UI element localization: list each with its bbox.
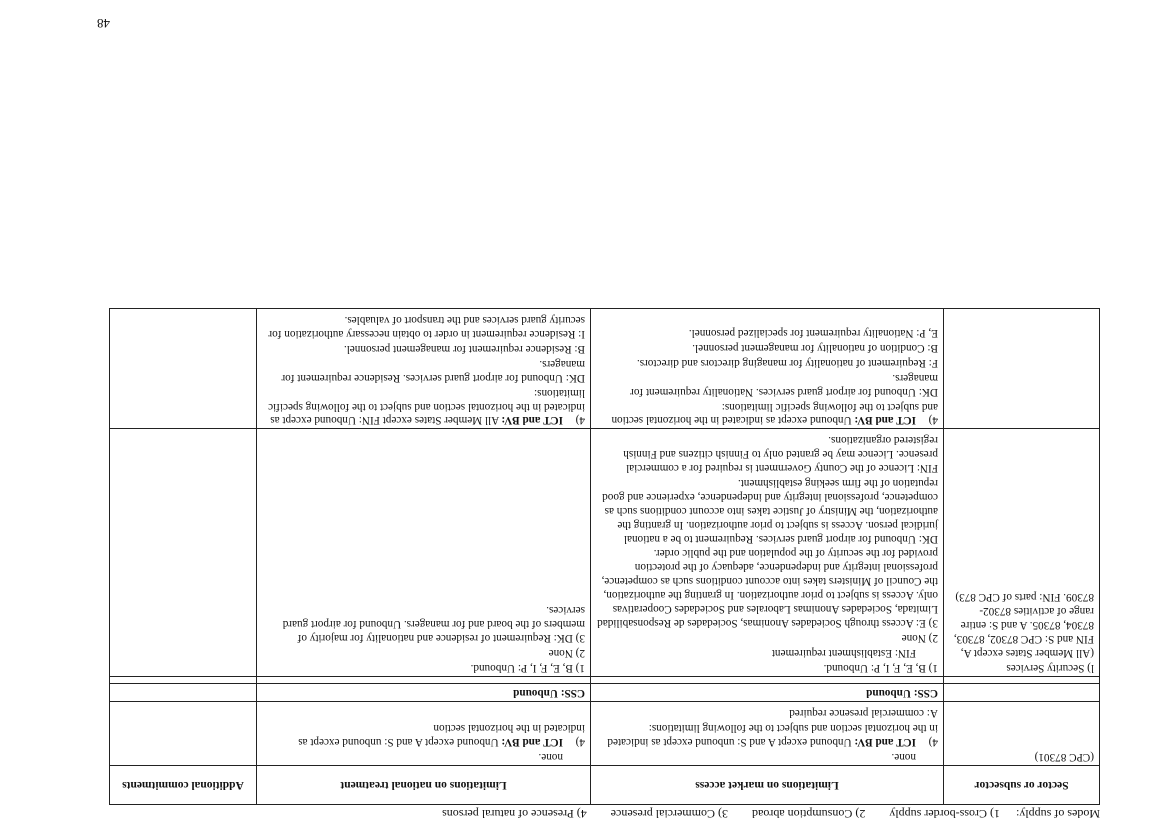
- nt-mode2: 2) None: [548, 646, 585, 659]
- spacer-cell: [257, 676, 591, 683]
- ma-mode3-fin: FIN: Licence of the County Government is required for a commercial presence. Licence may be granted only to Finnish citizens and Finnish registered organizations.: [623, 434, 938, 475]
- mode-1: 1) Cross-border supply: [889, 807, 1000, 821]
- additional-cell: [110, 683, 257, 702]
- ma-none: none.: [891, 751, 916, 763]
- table-row: [110, 702, 1100, 766]
- table-row: [110, 429, 1100, 676]
- market-access-cell: [591, 683, 944, 702]
- spacer-cell: [110, 676, 257, 683]
- sector-cell: [944, 309, 1100, 429]
- ict-bv-label: ICT and BV:: [854, 414, 916, 427]
- ma-mode1-fin: FIN: Establishment requirement: [771, 646, 916, 659]
- mode-4: 4) Presence of natural persons: [442, 807, 587, 821]
- mode-2: 2) Consumption abroad: [752, 807, 866, 821]
- ma-mode1: 1) B, E, F, I, P: Unbound.: [823, 661, 938, 674]
- ma-mode4-ep: E, P: Nationality requirement for specialized personnel.: [688, 327, 938, 340]
- spacer-cell: [944, 676, 1100, 683]
- css-national-treatment: CSS: Unbound: [513, 687, 585, 700]
- header-market-access: Limitations on market access: [591, 766, 944, 805]
- css-market-access: CSS: Unbound: [866, 687, 938, 700]
- header-row: [110, 766, 1100, 805]
- market-access-cell: [591, 309, 944, 429]
- ma-mode3: 3) E: Access through Sociedades Anonimas, Sociedades de Responsabilidad Limitada, Sociedades Anonimas Laborales and Sociedades Cooperativas only. Access is subject to prior authorization. In granting the authorization, the Council of Ministers takes into account conditions such as competence, professional integrity and independence, adequacy of the protection provided for the security of the population and the public order.: [597, 547, 938, 629]
- ma-mode4-b: B: Condition of nationality for management personnel.: [692, 341, 938, 354]
- nt-mode4-b: B: Residence requirement for management personnel.: [343, 342, 585, 355]
- nt-mode4: [262, 720, 585, 748]
- ma-mode4-text: Unbound except as indicated in the horizontal section and subject to the following specific limitations:: [611, 400, 938, 427]
- ict-bv-label: ICT and BV:: [501, 414, 563, 427]
- national-treatment-cell: [257, 683, 591, 702]
- nt-mode4-i: I: Residence requirement in order to obtain necessary authorization for security guard services and the transport of valuables.: [268, 314, 585, 341]
- market-access-cell: [591, 702, 944, 766]
- spacer-cell: [591, 676, 944, 683]
- header-sector: Sector or subsector: [944, 766, 1100, 805]
- spacer-row: [110, 676, 1100, 683]
- ma-mode4-f: F: Requirement of nationality for managing directors and directors.: [636, 356, 938, 369]
- nt-mode4: [262, 385, 585, 427]
- nt-none: none.: [538, 751, 563, 763]
- modes-of-supply: [60, 806, 1100, 821]
- additional-cell: [110, 309, 257, 429]
- ict-bv-label: ICT and BV:: [854, 736, 916, 749]
- page-number: 48: [97, 16, 110, 31]
- mode-3: 3) Commercial presence: [610, 807, 729, 821]
- nt-mode4-dk: DK: Unbound for airport guard services. Residence requirement for managers.: [281, 357, 585, 384]
- sector-cell: [944, 429, 1100, 676]
- additional-cell: [110, 702, 257, 766]
- nt-mode4-text: Unbound except A and S: unbound except as indicated in the horizontal section: [298, 722, 585, 749]
- national-treatment-cell: [257, 702, 591, 766]
- header-additional: Additional commitments: [110, 766, 257, 805]
- table-row: [110, 309, 1100, 429]
- nt-mode4-text: All Member States except FIN: Unbound except as indicated in the horizontal section and subject to the following specific limitations:: [268, 386, 585, 427]
- sector-detail: (All Member States except A, FIN and S: CPC 87302, 87303, 87304, 87305. A and S: entire range of activities 87302-87309. FIN: parts of CPC 873): [953, 591, 1094, 659]
- ma-mode3-dk: DK: Unbound for airport guard services. Requirement to be a national juridical person. Access is subject to prior authorization. In granting the authorization, the Ministry of Justice takes into account conditions such as competence, professional integrity and independence, experience and good reputation of the firm seeking establishment.: [602, 476, 938, 545]
- national-treatment-cell: [257, 429, 591, 676]
- mode-number: 4): [928, 414, 938, 427]
- modes-label: Modes of supply:: [1016, 807, 1100, 821]
- nt-mode3: 3) DK: Requirement of residence and nationality for majority of members of the board and for managers. Unbound for airport guard services.: [282, 603, 585, 644]
- market-access-cell: [591, 429, 944, 676]
- sector-cell: [944, 683, 1100, 702]
- sector-title: l) Security Services: [1006, 661, 1094, 674]
- national-treatment-cell: [257, 309, 591, 429]
- table-row: [110, 683, 1100, 702]
- mode-number: 4): [575, 736, 585, 749]
- ma-mode4: [596, 399, 938, 427]
- mode-number: 4): [928, 736, 938, 749]
- schedule-table: [109, 308, 1100, 805]
- sector-cell: [944, 702, 1100, 766]
- mode-number: 4): [575, 414, 585, 427]
- ma-mode4-text: Unbound except A and S: unbound except as indicated in the horizontal section and subject to the following limitations:: [607, 722, 938, 749]
- sector-code: (CPC 87301): [1034, 751, 1094, 763]
- ma-mode4-dk: DK: Unbound for airport guard services. Nationality requirement for managers.: [630, 371, 938, 398]
- header-national-treatment: Limitations on national treatment: [257, 766, 591, 805]
- nt-mode1: 1) B, E, F, I, P: Unbound.: [470, 661, 585, 674]
- ict-bv-label: ICT and BV:: [501, 736, 563, 749]
- ma-mode4: [596, 720, 938, 748]
- ma-commercial-presence: A: commercial presence required: [789, 707, 938, 720]
- additional-cell: [110, 429, 257, 676]
- ma-mode2: 2) None: [901, 631, 938, 644]
